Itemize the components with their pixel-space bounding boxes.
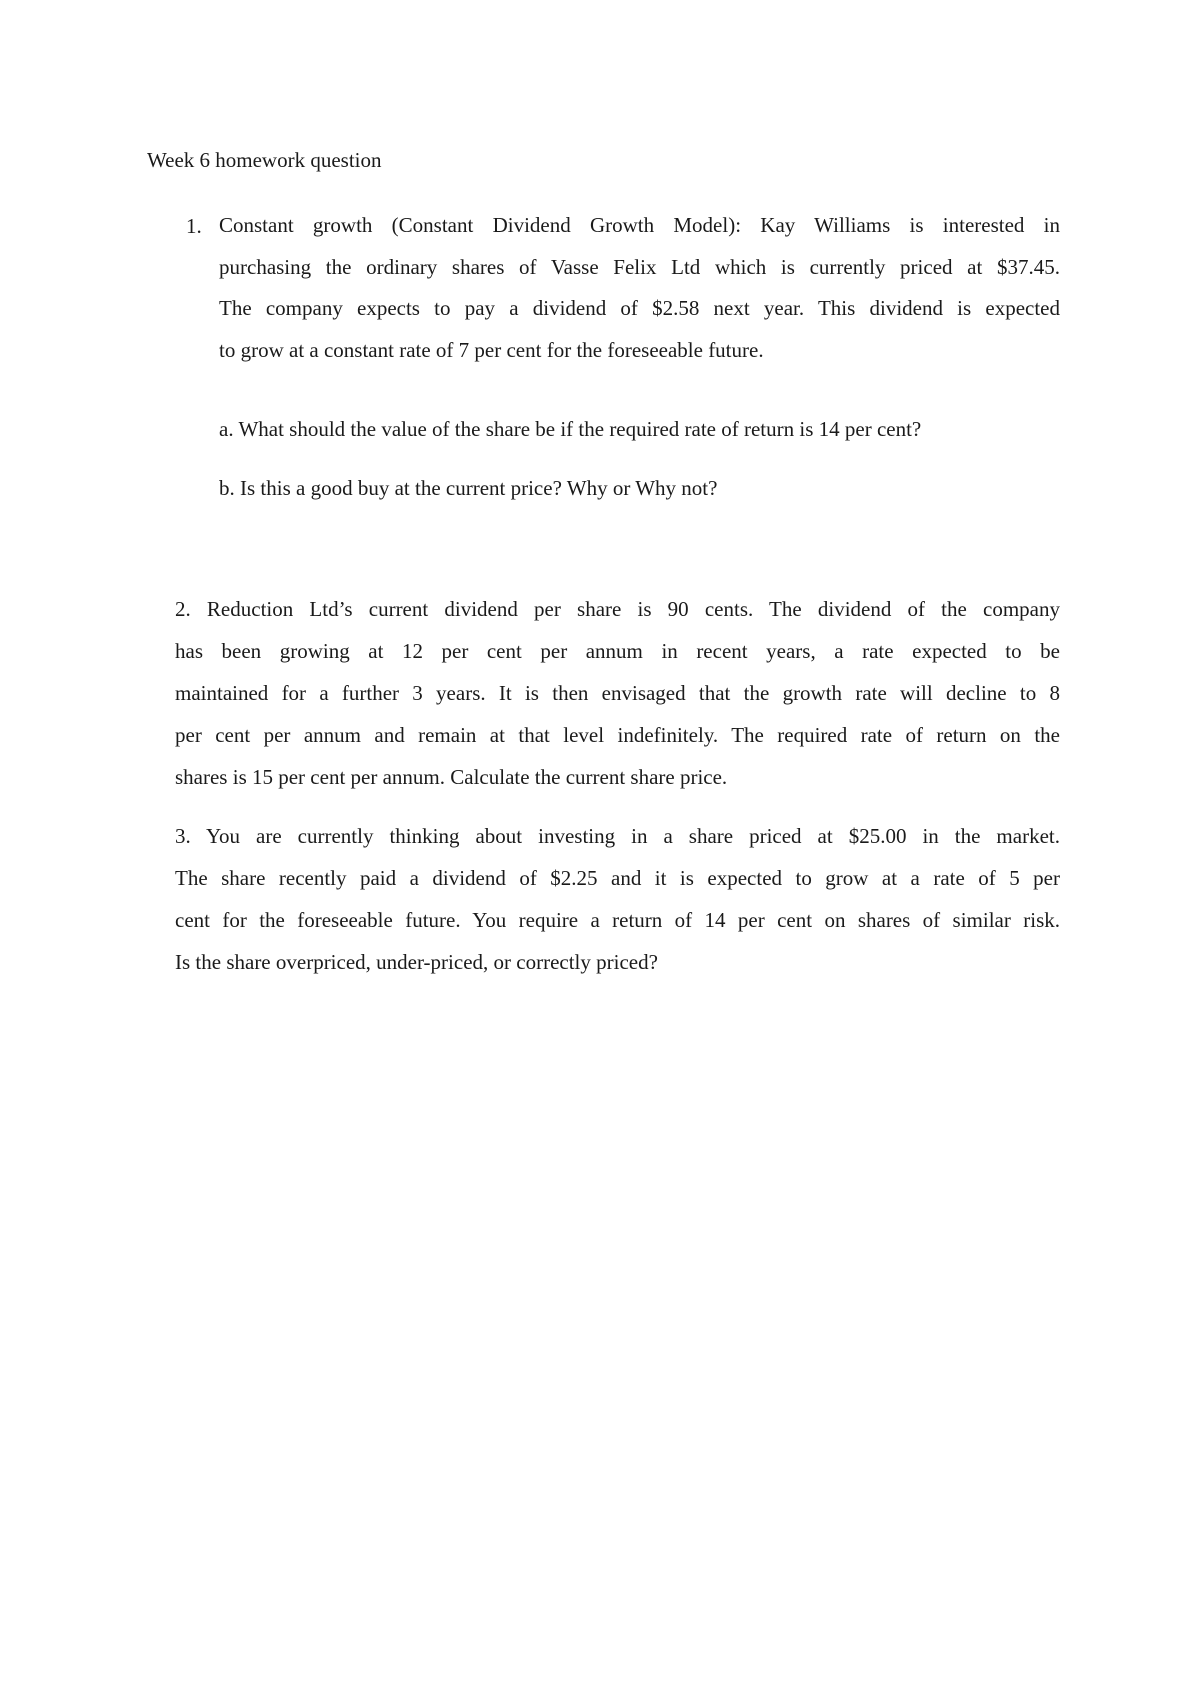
question-2-line: has been growing at 12 per cent per annum in recent years, a rate expected to be — [175, 639, 1060, 663]
question-1-line: to grow at a constant rate of 7 per cent for the foreseeable future. — [219, 337, 764, 362]
question-1-line: The company expects to pay a dividend of $2.58 next year. This dividend is expected — [219, 296, 1060, 320]
question-3-line: The share recently paid a dividend of $2.25 and it is expected to grow at a rate of 5 per — [175, 866, 1060, 890]
question-3-line: Is the share overpriced, under-priced, or correctly priced? — [175, 950, 658, 974]
question-1-part-a: a. What should the value of the share be if the required rate of return is 14 per cent? — [219, 417, 922, 441]
question-1-part-b: b. Is this a good buy at the current price? Why or Why not? — [219, 476, 718, 500]
question-1-line: Constant growth (Constant Dividend Growth Model): Kay Williams is interested in — [219, 213, 1060, 237]
question-3-text — [175, 815, 1060, 983]
question-2-line: maintained for a further 3 years. It is then envisaged that the growth rate will decline to 8 — [175, 681, 1060, 705]
question-2-line: shares is 15 per cent per annum. Calculate the current share price. — [175, 765, 728, 789]
question-1-text — [219, 205, 1060, 371]
question-3-line: 3. You are currently thinking about investing in a share priced at $25.00 in the market. — [175, 824, 1060, 848]
question-3-line: cent for the foreseeable future. You require a return of 14 per cent on shares of similar risk. — [175, 908, 1060, 932]
question-1-line: purchasing the ordinary shares of Vasse Felix Ltd which is currently priced at $37.45. — [219, 254, 1060, 279]
question-2-line: 2. Reduction Ltd’s current dividend per share is 90 cents. The dividend of the company — [175, 597, 1060, 621]
document-title: Week 6 homework question — [147, 148, 382, 172]
question-2-text — [175, 588, 1060, 798]
question-1-number: 1. — [186, 214, 202, 238]
question-2-line: per cent per annum and remain at that level indefinitely. The required rate of return on the — [175, 723, 1060, 747]
